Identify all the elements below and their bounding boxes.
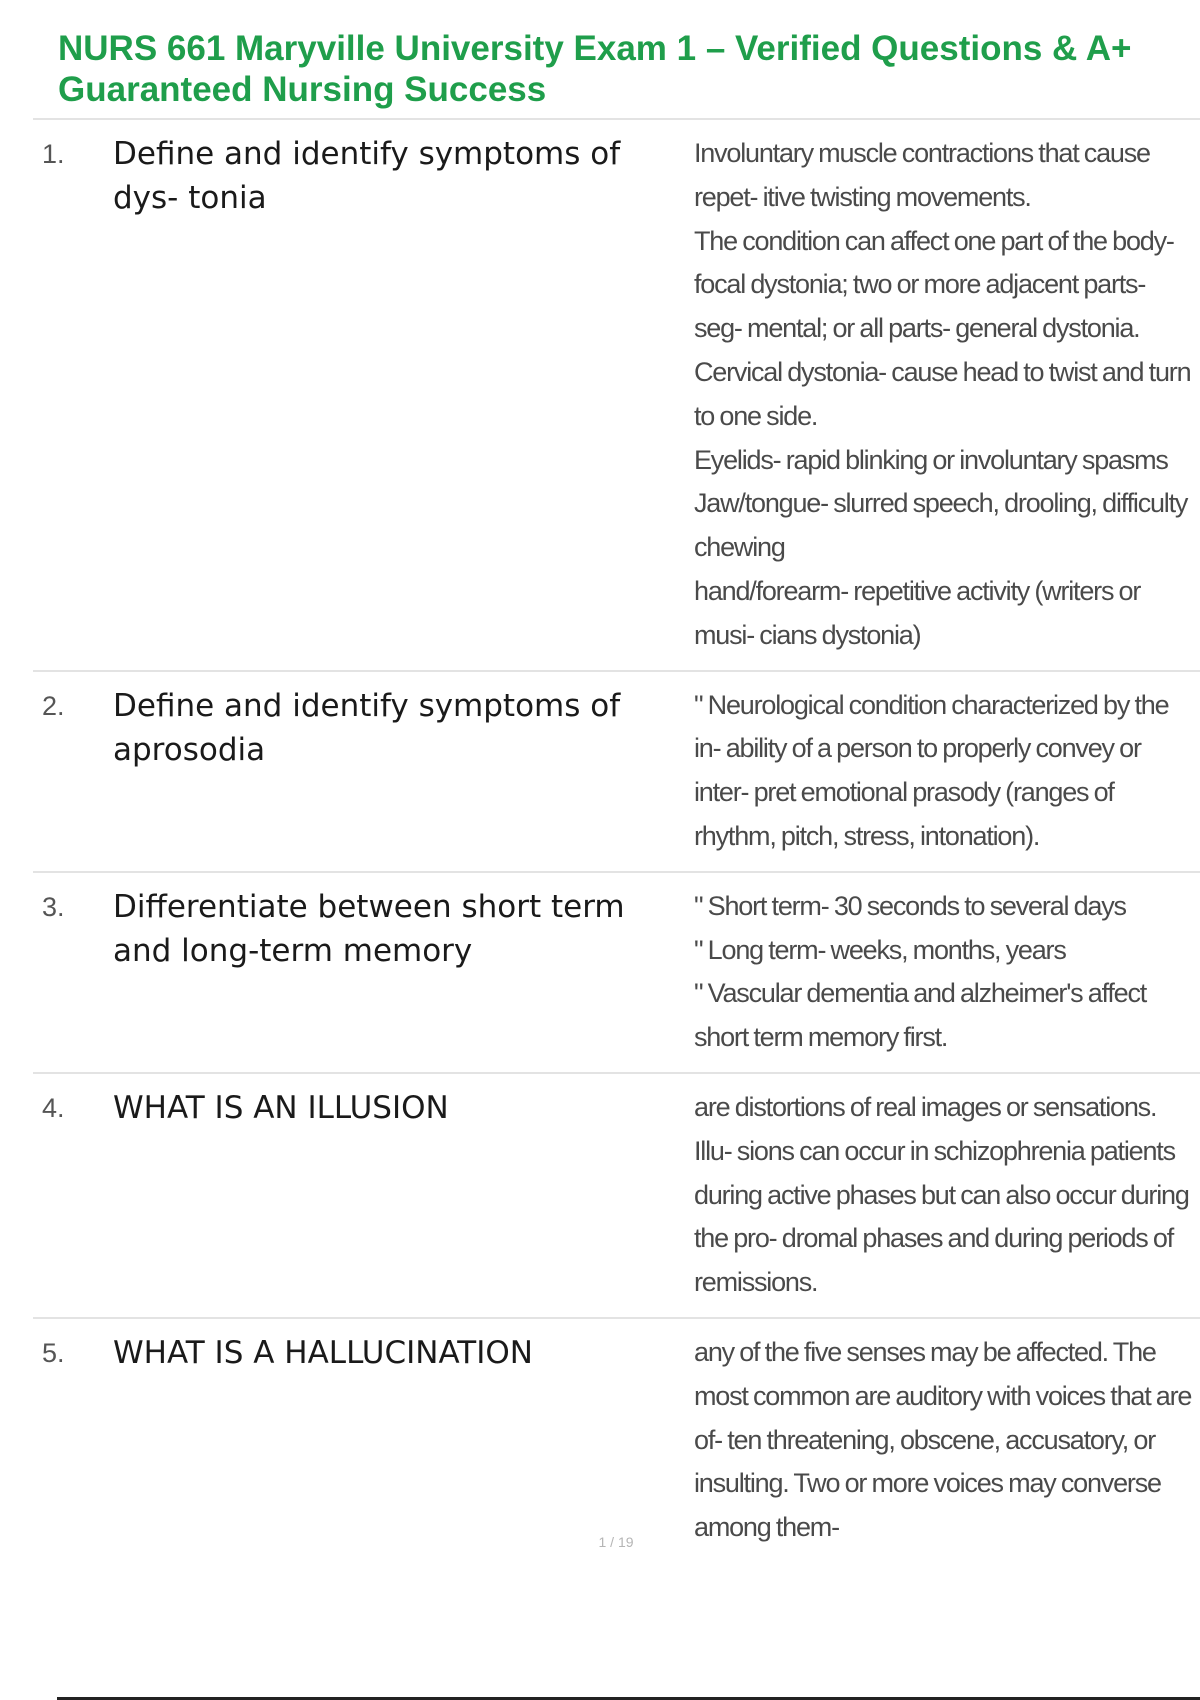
question-text: Define and identify symptoms of dys- tonia xyxy=(113,136,621,216)
answer-text xyxy=(694,1086,1194,1305)
answer-line: The condition can affect one part of the body- focal dystonia; two or more adjacent parts- seg- mental; or all parts- general dystonia. xyxy=(694,225,1174,344)
answer-line: Eyelids- rapid blinking or involuntary spasms xyxy=(694,444,1168,475)
answer-line: any of the five senses may be affected. The most common are auditory with voices that are of- ten threatening, obscene, accusatory, or insulting. Two or more voices may converse among them- xyxy=(694,1336,1192,1543)
question-text: WHAT IS A HALLUCINATION xyxy=(113,1334,533,1371)
question-answer-list xyxy=(0,120,1200,1564)
page-number: 1 / 19 xyxy=(598,1534,634,1550)
document-title: NURS 661 Maryville University Exam 1 – Verified Questions & A+ Guaranteed Nursing Success xyxy=(58,29,1132,109)
answer-line: Involuntary muscle contractions that cause repet- itive twisting movements. xyxy=(694,138,1150,212)
qa-item xyxy=(0,1074,1200,1319)
question-text: Define and identify symptoms of aprosodia xyxy=(113,687,621,768)
answer-line: are distortions of real images or sensations. Illu- sions can occur in schizophrenia patients during active phases but can also occur during the pro- dromal phases and during periods of remissions. xyxy=(694,1091,1189,1298)
answer-line: Jaw/tongue- slurred speech, drooling, difficulty chewing xyxy=(694,488,1188,563)
answer-line: Cervical dystonia- cause head to twist and turn to one side. xyxy=(694,356,1191,431)
question-number: 3. xyxy=(42,891,65,922)
qa-item xyxy=(0,120,1200,672)
qa-item xyxy=(0,1319,1200,1564)
answer-text xyxy=(694,1331,1194,1550)
qa-item xyxy=(0,873,1200,1074)
question-text: Differentiate between short term and long-term memory xyxy=(113,888,625,969)
answer-line: " Long term- weeks, months, years xyxy=(694,934,1066,965)
question-number: 2. xyxy=(42,690,65,721)
answer-line: " Neurological condition characterized by the in- ability of a person to properly convey or inter- pret emotional prasody (ranges of rhythm, pitch, stress, intonation). xyxy=(694,689,1169,851)
answer-line: " Vascular dementia and alzheimer's affect short term memory first. xyxy=(694,978,1147,1053)
question-text: WHAT IS AN ILLUSION xyxy=(113,1089,449,1126)
answer-text xyxy=(694,885,1194,1060)
question-number: 5. xyxy=(42,1337,65,1368)
answer-text xyxy=(694,684,1194,859)
answer-line: " Short term- 30 seconds to several days xyxy=(694,890,1126,921)
answer-text xyxy=(694,132,1194,658)
answer-line: hand/forearm- repetitive activity (writers or musi- cians dystonia) xyxy=(694,575,1141,650)
qa-item xyxy=(0,672,1200,873)
question-number: 4. xyxy=(42,1092,65,1123)
question-number: 1. xyxy=(42,139,65,169)
